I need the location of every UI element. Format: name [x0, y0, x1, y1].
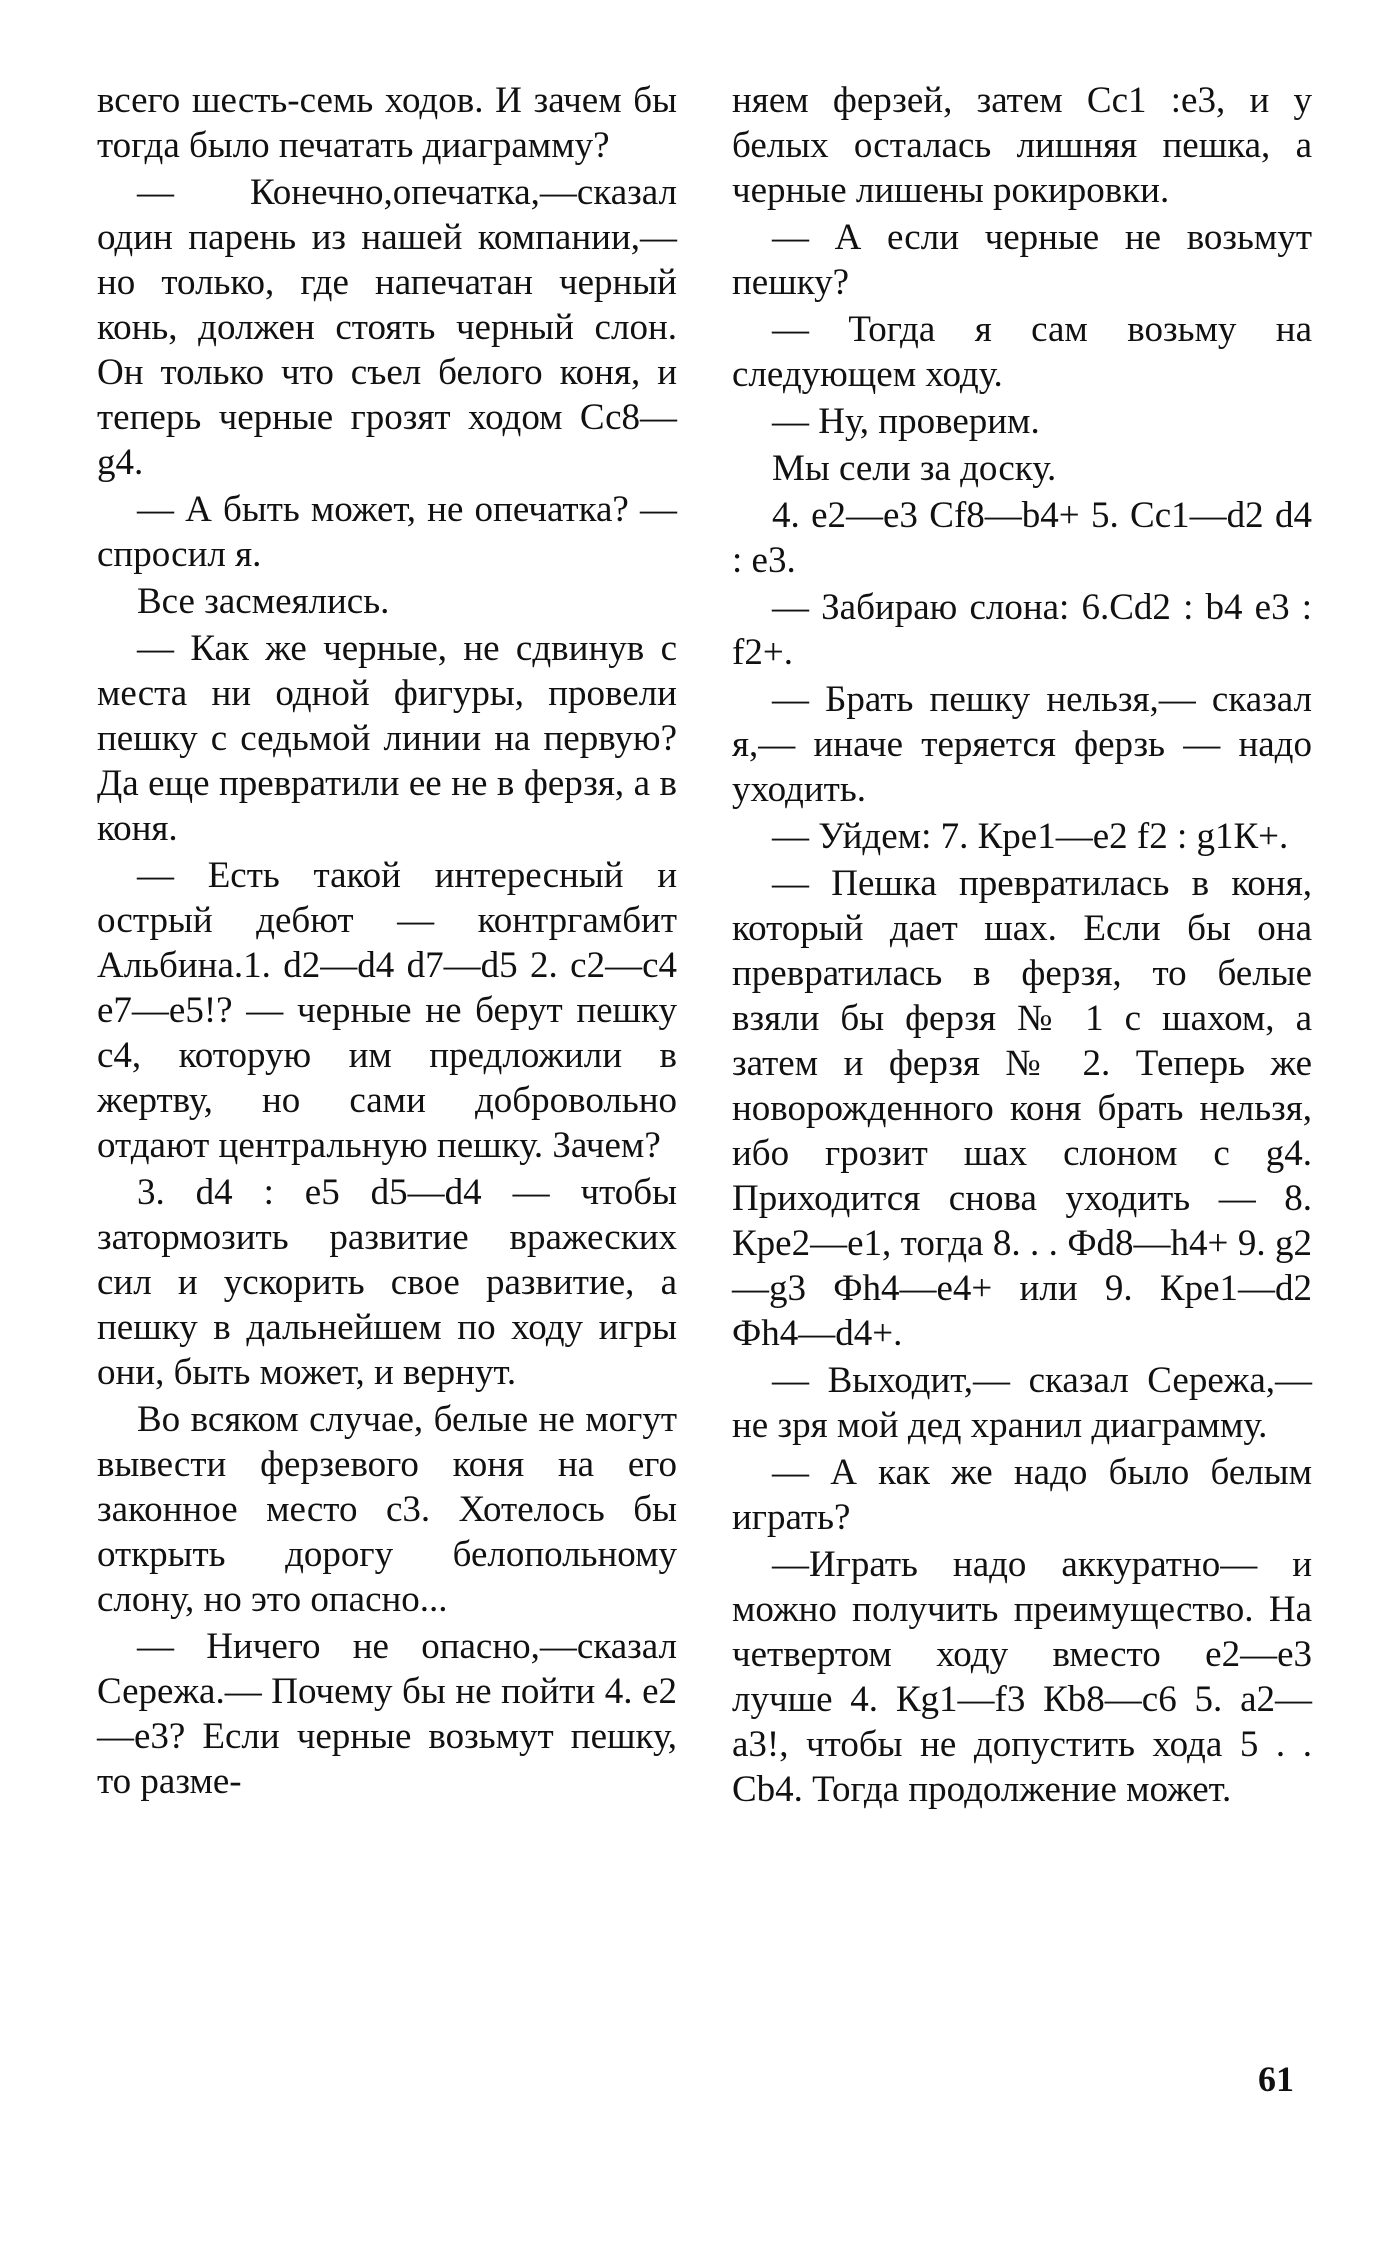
right-column [732, 78, 1312, 1814]
paragraph: — А как же надо было белым играть? [732, 1452, 1312, 1538]
paragraph: — Забираю слона: 6.Сd2 : b4 e3 : f2+. [732, 587, 1312, 673]
paragraph: 4. e2—e3 Сf8—b4+ 5. Сc1—d2 d4 : e3. [732, 495, 1312, 581]
paragraph: — Конечно,опечатка,—сказал один парень из нашей компании,— но только, где напечатан черный конь, должен стоять черный слон. Он только что съел белого коня, и теперь черные грозят ходом Сс8—g4. [97, 172, 677, 483]
paragraph: всего шесть-семь ходов. И зачем бы тогда было печатать диаграмму? [97, 80, 677, 166]
paragraph: — Брать пешку нельзя,— сказал я,— иначе теряется ферзь — надо уходить. [732, 679, 1312, 810]
paragraph: Мы сели за доску. [772, 448, 1057, 489]
paragraph: 3. d4 : e5 d5—d4 — чтобы затормозить развитие вражеских сил и ускорить свое развитие, а пешку в дальнейшем по ходу игры они, быть может, и вернут. [97, 1172, 677, 1393]
paragraph: — Ну, проверим. [772, 401, 1040, 442]
page-number: 61 [1258, 2059, 1294, 2099]
paragraph: —Играть надо аккуратно— и можно получить преимущество. На четвертом ходу вместо e2—e3 лучше 4. Кg1—f3 Кb8—c6 5. a2—a3!, чтобы не допустить хода 5 . . Сb4. Тогда продолжение может. [732, 1544, 1312, 1810]
paragraph: — Как же черные, не сдвинув с места ни одной фигуры, провели пешку с седьмой линии на первую? Да еще превратили ее не в ферзя, а в коня. [97, 628, 677, 849]
paragraph: — Пешка превратилась в коня, который дает шах. Если бы она превратилась в ферзя, то белые взяли бы ферзя № 1 с шахом, а затем и ферзя № 2. Теперь же новорожденного коня брать нельзя, ибо грозит шах слоном с g4. Приходится снова уходить — 8. Крe2—e1, тогда 8. . . Фd8—h4+ 9. g2—g3 Фh4—e4+ или 9. Крe1—d2 Фh4—d4+. [732, 863, 1312, 1354]
paragraph: Все засмеялись. [137, 581, 390, 622]
paragraph: — А если черные не возьмут пешку? [732, 217, 1312, 303]
paragraph: — Тогда я сам возьму на следующем ходу. [732, 309, 1312, 395]
paragraph: — Есть такой интересный и острый дебют — контргамбит Альбина.1. d2—d4 d7—d5 2. c2—c4 e7—e5!? — черные не берут пешку c4, которую им предложили в жертву, но сами добровольно отдают центральную пешку. Зачем? [97, 855, 677, 1166]
paragraph: — Выходит,— сказал Сережа,— не зря мой дед хранил диаграмму. [732, 1360, 1312, 1446]
paragraph: Во всяком случае, белые не могут вывести ферзевого коня на его законное место c3. Хотелось бы открыть дорогу белопольному слону, но это опасно... [97, 1399, 677, 1620]
paragraph: — Уйдем: 7. Крe1—e2 f2 : g1К+. [772, 816, 1289, 857]
paragraph: — А быть может, не опечатка? — спросил я. [97, 489, 677, 575]
paragraph: — Ничего не опасно,—сказал Сережа.— Почему бы не пойти 4. e2—e3? Если черные возьмут пешку, то разме- [97, 1626, 677, 1802]
paragraph: няем ферзей, затем Сc1 :e3, и у белых осталась лишняя пешка, а черные лишены рокировки. [732, 80, 1312, 211]
left-column [97, 78, 677, 1806]
